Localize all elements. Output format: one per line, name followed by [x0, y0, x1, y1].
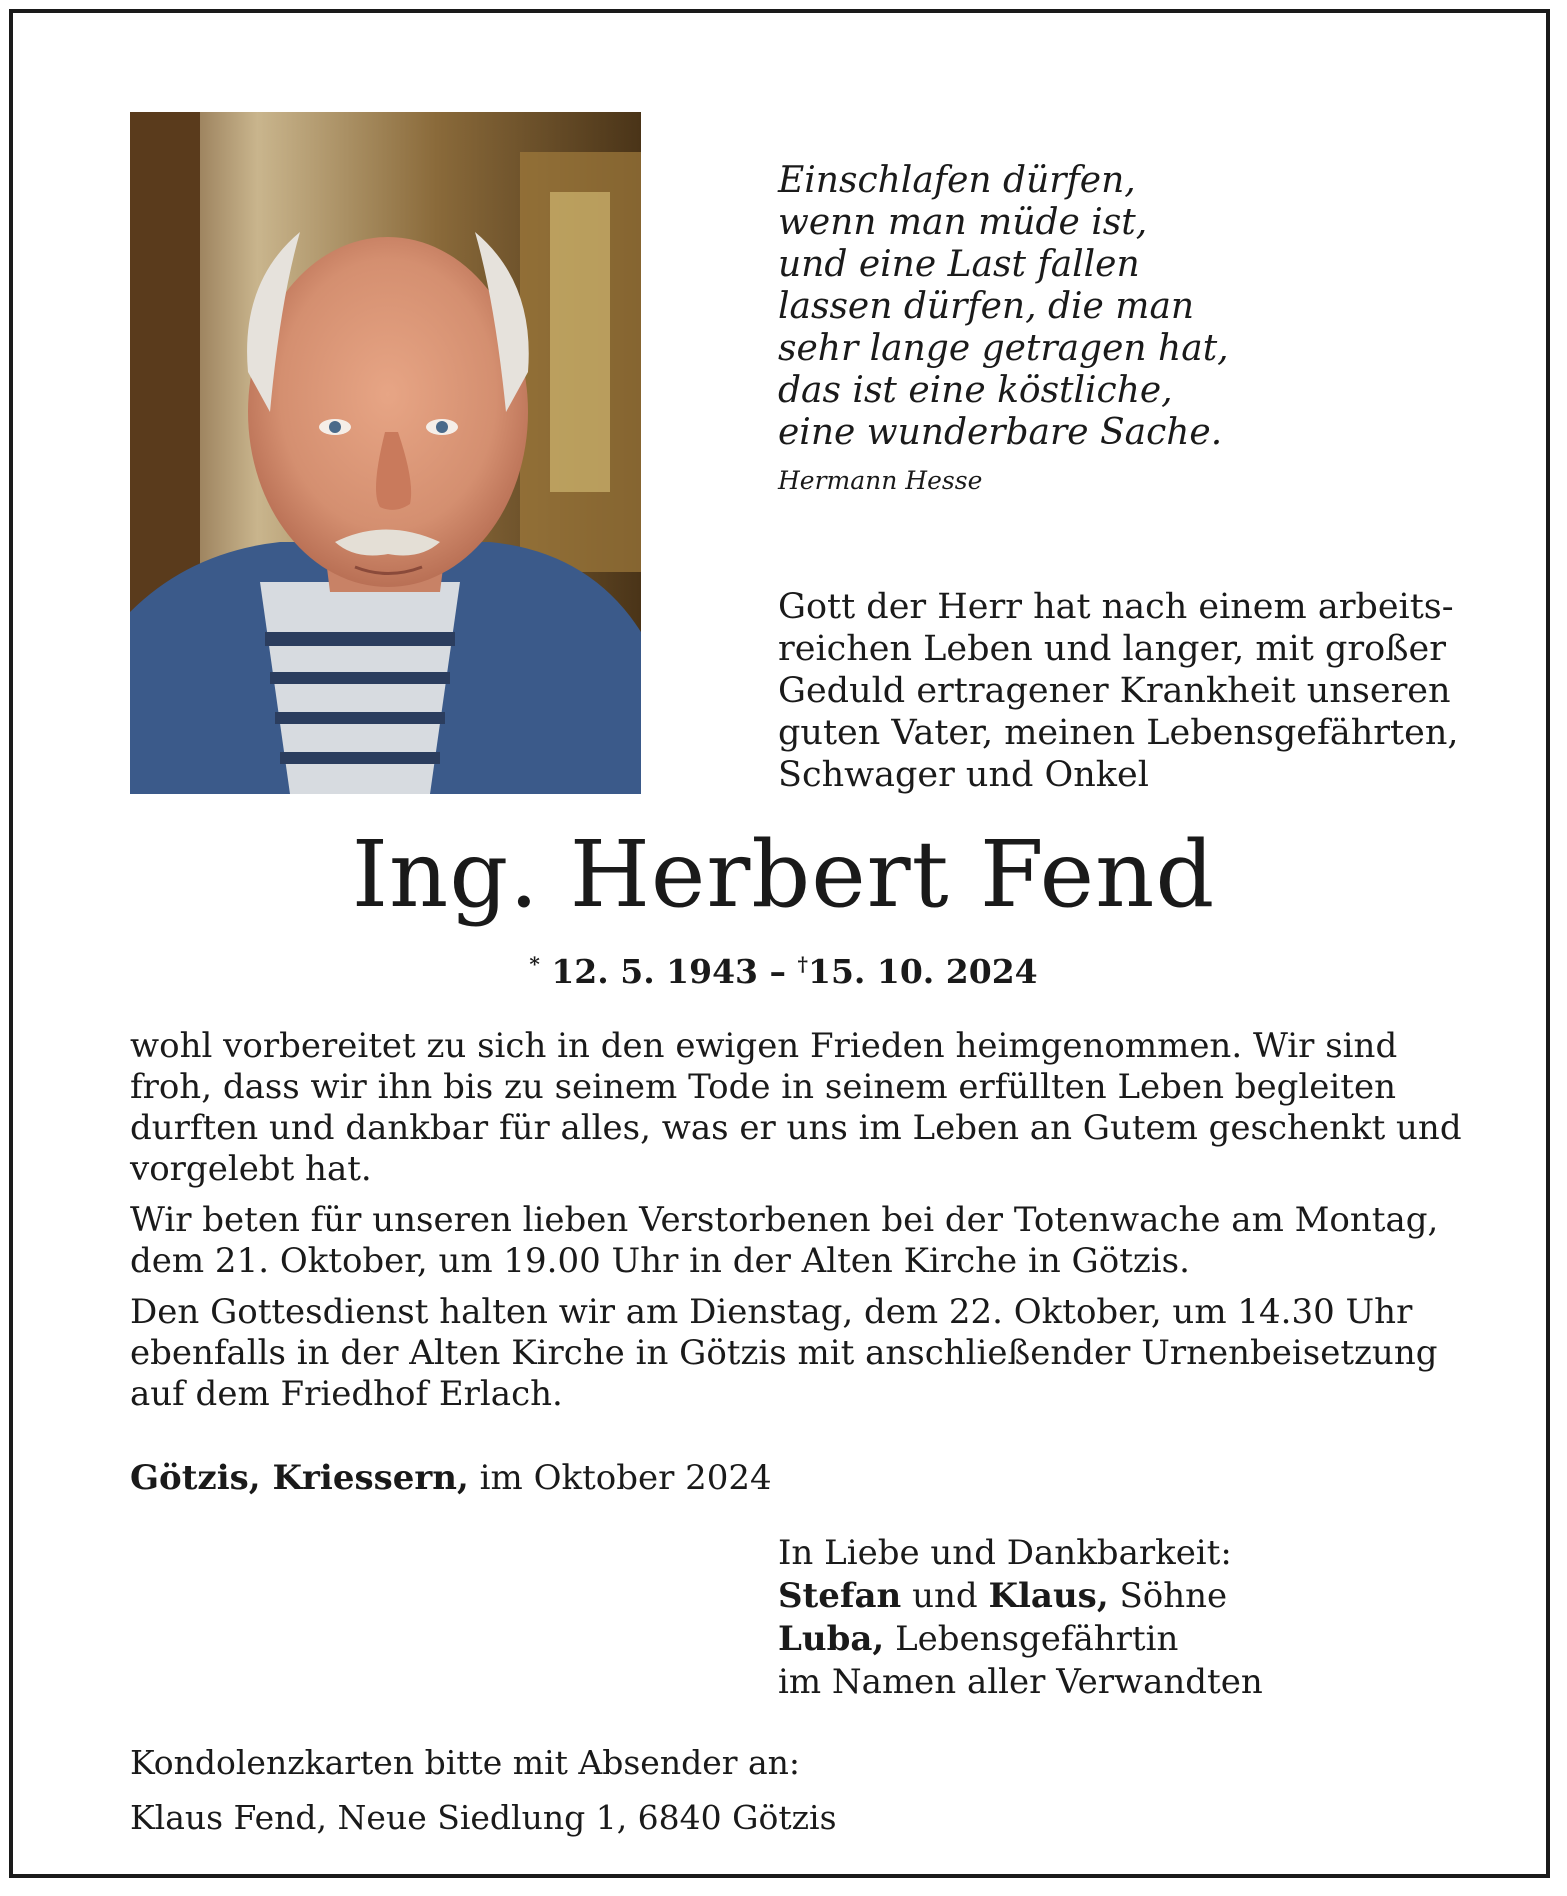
poem-line: und eine Last fallen [778, 244, 1140, 285]
intro-line: reichen Leben und langer, mit großer [778, 629, 1446, 669]
place-names: Götzis, Kriessern, [130, 1458, 469, 1498]
poem-line: wenn man müde ist, [778, 202, 1148, 243]
poem-line: das ist eine köstliche, [778, 370, 1173, 411]
birth-symbol: * [529, 952, 540, 976]
body-paragraph [130, 1292, 1450, 1415]
signoff-intro: In Liebe und Dankbarkeit: [778, 1533, 1232, 1573]
body-line: ebenfalls in der Alten Kirche in Götzis mit anschließender Urnenbeisetzung [130, 1333, 1438, 1373]
son-name: Stefan [778, 1576, 902, 1616]
place-date: im Oktober 2024 [468, 1458, 772, 1498]
sons-role: Söhne [1108, 1576, 1228, 1616]
condolence-address-line: Klaus Fend, Neue Siedlung 1, 6840 Götzis [130, 1798, 837, 1837]
condolence-instruction: Kondolenzkarten bitte mit Absender an: [130, 1743, 801, 1782]
intro-line: Schwager und Onkel [778, 755, 1149, 795]
life-dates [0, 952, 1567, 991]
body-line: auf dem Friedhof Erlach. [130, 1374, 563, 1414]
place-date-line [130, 1458, 772, 1498]
intro-line: Geduld ertragener Krankheit unseren [778, 671, 1451, 711]
poem [778, 160, 1438, 454]
death-date: 15. 10. 2024 [807, 952, 1038, 991]
intro-line: Gott der Herr hat nach einem arbeits- [778, 587, 1454, 627]
body-line: Wir beten für unseren lieben Verstorbenen bei der Totenwache am Montag, [130, 1200, 1439, 1240]
body-line: wohl vorbereitet zu sich in den ewigen Frieden heimgenommen. Wir sind [130, 1026, 1398, 1066]
poem-line: lassen dürfen, die man [778, 286, 1195, 327]
partner-role: Lebensgefährtin [884, 1619, 1179, 1659]
poem-line: sehr lange getragen hat, [778, 328, 1229, 369]
condolence-address [130, 1735, 837, 1845]
sons-and: und [901, 1576, 989, 1616]
intro-text [778, 586, 1458, 796]
body-line: dem 21. Oktober, um 19.00 Uhr in der Alten Kirche in Götzis. [130, 1241, 1190, 1281]
birth-date: 12. 5. 1943 [551, 952, 759, 991]
body-line: Den Gottesdienst halten wir am Dienstag, dem 22. Oktober, um 14.30 Uhr [130, 1292, 1413, 1332]
deceased-name: Ing. Herbert Fend [351, 821, 1216, 928]
body-line: froh, dass wir ihn bis zu seinem Tode in seinem erfüllten Leben begleiten [130, 1067, 1396, 1107]
body-line: durften und dankbar für alles, was er uns im Leben an Gutem geschenkt und [130, 1108, 1462, 1148]
poem-line: eine wunderbare Sache. [778, 412, 1223, 453]
portrait-photo [130, 112, 641, 794]
body-line: vorgelebt hat. [130, 1149, 372, 1189]
signoff-family: im Namen aller Verwandten [778, 1662, 1263, 1702]
obituary-body [130, 1026, 1462, 1425]
poem-author: Hermann Hesse [778, 466, 983, 495]
partner-name: Luba, [778, 1619, 885, 1659]
signoff [778, 1532, 1458, 1704]
son-name: Klaus, [988, 1576, 1109, 1616]
body-paragraph [130, 1026, 1462, 1190]
signoff-partner [778, 1618, 1458, 1661]
intro-line: guten Vater, meinen Lebensgefährten, [778, 713, 1459, 753]
poem-line: Einschlafen dürfen, [778, 160, 1136, 201]
date-separator: – [769, 952, 787, 991]
portrait-photo-image [130, 112, 641, 794]
body-paragraph [130, 1200, 1450, 1282]
signoff-sons [778, 1575, 1458, 1618]
death-symbol: † [797, 952, 808, 976]
